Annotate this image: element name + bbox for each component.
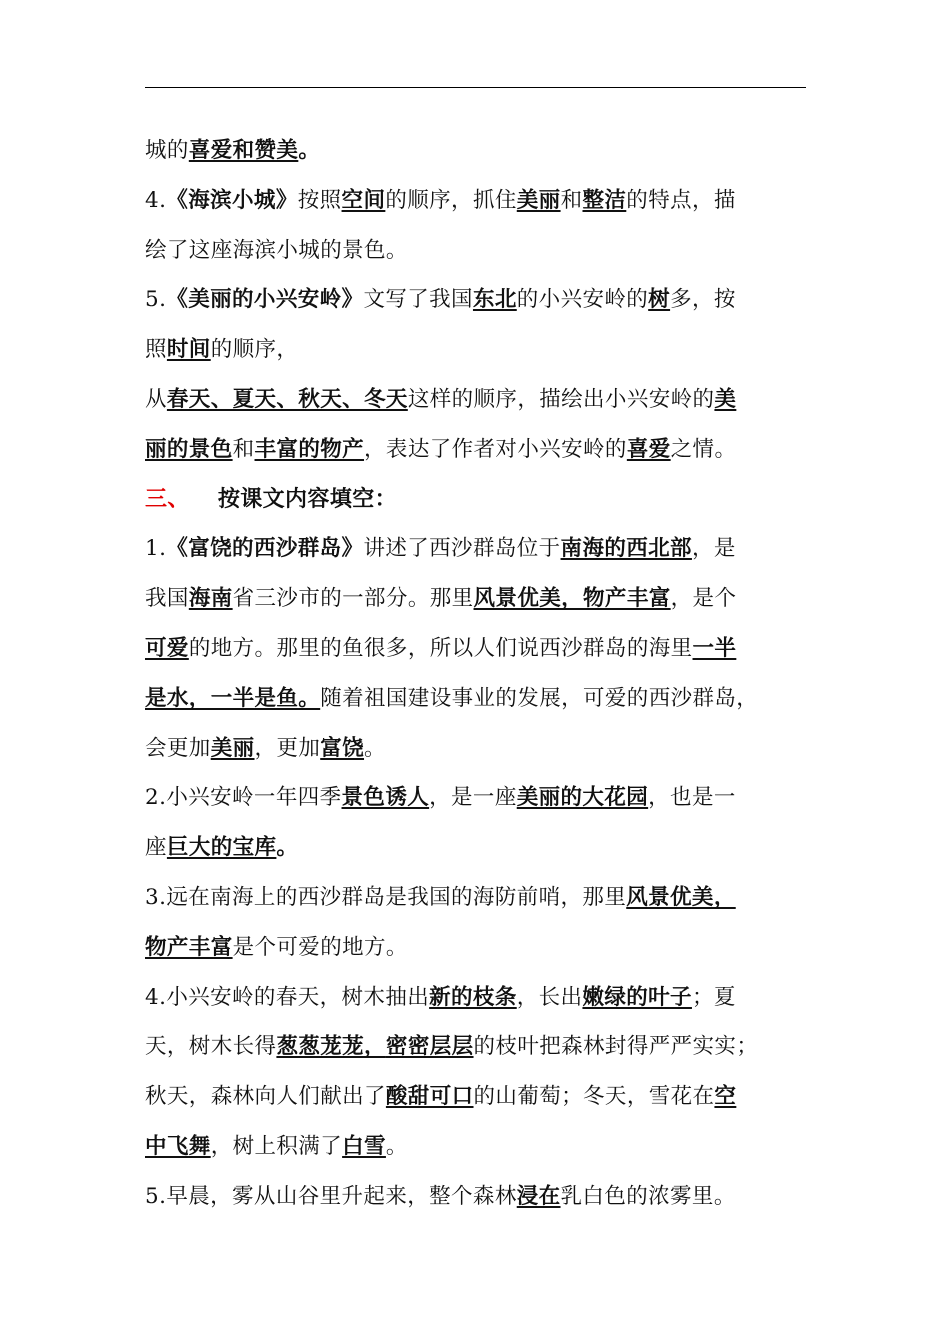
text-segment: 的顺序， (210, 337, 299, 363)
answer-blank: 空 (714, 1084, 737, 1110)
answer-blank: 南海的西北部 (560, 536, 692, 562)
text-segment: 座 (145, 835, 167, 861)
answer-blank: 一半 (692, 635, 737, 661)
text-segment: 5.早晨，雾从山谷里升起来，整个森林 (145, 1183, 517, 1209)
text-segment: 和 (560, 187, 583, 213)
answer-blank: 葱葱茏茏， (276, 1034, 386, 1060)
header-rule (145, 87, 806, 88)
text-segment: 2.小兴安岭一年四季 (145, 785, 342, 811)
text-segment: ，是个 (670, 586, 737, 612)
text-segment: 的山葡萄；冬天，雪花在 (473, 1084, 715, 1110)
bold-text: 《美丽的小兴安岭》 (166, 287, 364, 313)
text-line (145, 1022, 810, 1072)
text-segment: 和 (232, 436, 255, 462)
answer-blank: 浸在 (516, 1183, 561, 1209)
text-segment: 讲述了西沙群岛位于 (363, 536, 561, 562)
text-segment: 天，树木长得 (145, 1034, 277, 1060)
text-segment: 按照 (297, 187, 342, 213)
text-segment: 。 (364, 735, 386, 761)
text-segment: 4.小兴安岭的春天，树木抽出 (145, 984, 430, 1010)
answer-blank: 嫩绿的叶子 (582, 984, 692, 1010)
answer-blank: 海南 (188, 586, 233, 612)
text-line (145, 176, 810, 226)
text-segment: ，表达了作者对小兴安岭的 (364, 436, 627, 462)
answer-blank: 物产丰富 (145, 934, 233, 960)
text-line (145, 325, 810, 375)
answer-blank: 空间 (341, 187, 386, 213)
answer-blank: 景色诱人 (341, 785, 430, 811)
text-segment: 文写了我国 (363, 287, 473, 313)
text-line (145, 524, 810, 574)
text-segment: 多，按 (670, 287, 736, 313)
text-segment: 照 (145, 337, 167, 363)
text-segment: 绘了这座海滨小城的景色。 (145, 237, 408, 263)
answer-blank: 美 (714, 386, 737, 412)
answer-blank: 酸甜可口 (385, 1084, 474, 1110)
answer-blank: 新的枝条 (429, 984, 517, 1010)
text-segment: 。 (385, 1133, 408, 1159)
document-body (145, 126, 810, 1222)
text-line (145, 275, 810, 325)
text-line (145, 425, 810, 475)
text-line (145, 674, 810, 724)
text-segment: 从 (145, 386, 167, 412)
text-segment: 乳白色的浓雾里。 (560, 1183, 736, 1209)
bold-text: 《海滨小城》 (166, 187, 298, 213)
answer-blank: 喜爱 (626, 436, 671, 462)
text-line (145, 823, 810, 873)
text-segment: 之情。 (670, 436, 737, 462)
text-line (145, 724, 810, 774)
answer-blank: 风景优美， (626, 884, 736, 910)
text-segment: 的枝叶把森林封得严严实实； (473, 1034, 759, 1060)
text-line (145, 226, 810, 276)
text-line (145, 973, 810, 1023)
text-line (145, 873, 810, 923)
answer-blank: 可爱 (145, 635, 189, 661)
bold-text: 《富饶的西沙群岛》 (166, 536, 364, 562)
answer-blank: 巨大的宝库 (166, 835, 277, 861)
section-heading (145, 475, 810, 525)
text-line (145, 1072, 810, 1122)
text-segment: 的顺序，抓住 (385, 187, 517, 213)
text-line (145, 574, 810, 624)
answer-blank: 整洁 (582, 187, 627, 213)
answer-blank: 白雪 (342, 1133, 386, 1159)
text-segment: ；夏 (691, 984, 736, 1010)
answer-blank: 美丽的大花园 (516, 785, 649, 811)
section-title: 按课文内容填空： (217, 486, 398, 512)
answer-blank: 富饶 (320, 735, 365, 761)
answer-blank: 风景优美，物产丰富 (473, 586, 671, 612)
bold-text: 。 (276, 835, 299, 861)
text-line (145, 923, 810, 973)
answer-blank: 美丽 (210, 735, 255, 761)
bold-text: 。 (298, 138, 321, 163)
text-segment: 4. (145, 187, 167, 213)
text-segment: 5. (145, 287, 167, 313)
answer-blank: 丽的景色 (145, 436, 233, 462)
answer-blank: 丰富的物产 (254, 436, 365, 462)
text-segment: ，长出 (516, 984, 583, 1010)
text-line (145, 1122, 810, 1172)
text-line (145, 375, 810, 425)
answer-blank: 树 (648, 287, 671, 313)
text-segment: 1. (145, 536, 167, 562)
answer-blank: 是水，一半是鱼。 (145, 685, 321, 711)
answer-blank: 美丽 (516, 187, 561, 213)
text-segment: 我国 (145, 586, 189, 612)
answer-blank: 时间 (166, 337, 211, 363)
text-segment: ，树上积满了 (210, 1133, 343, 1159)
answer-blank: 密密层层 (385, 1034, 474, 1060)
text-line (145, 624, 810, 674)
text-segment: 这样的顺序，描绘出小兴安岭的 (407, 386, 715, 412)
text-segment: 的小兴安岭的 (516, 287, 649, 313)
text-segment: 是个可爱的地方。 (232, 934, 408, 960)
section-number: 三、 (145, 486, 190, 512)
text-segment: ，是一座 (429, 785, 517, 811)
text-segment: 城的 (145, 138, 189, 163)
text-segment: 随着祖国建设事业的发展，可爱的西沙群岛， (320, 685, 759, 711)
answer-blank: 中飞舞 (145, 1133, 211, 1159)
text-segment: ，是 (691, 536, 736, 562)
text-segment: 的特点，描 (626, 187, 736, 213)
text-segment: 秋天，森林向人们献出了 (145, 1084, 386, 1110)
text-segment: ，也是一 (648, 785, 736, 811)
text-line (145, 773, 810, 823)
text-segment: 的地方。那里的鱼很多，所以人们说西沙群岛的海里 (188, 635, 693, 661)
text-line (145, 1172, 810, 1222)
text-segment: ，更加 (254, 735, 321, 761)
answer-blank: 喜爱和赞美 (188, 138, 299, 163)
answer-blank: 东北 (472, 287, 517, 313)
answer-blank: 春天、夏天、秋天、冬天 (166, 386, 408, 412)
text-segment: 3.远在南海上的西沙群岛是我国的海防前哨，那里 (145, 884, 627, 910)
text-segment: 会更加 (145, 735, 211, 761)
text-line (145, 126, 810, 176)
text-segment: 省三沙市的一部分。那里 (232, 586, 474, 612)
